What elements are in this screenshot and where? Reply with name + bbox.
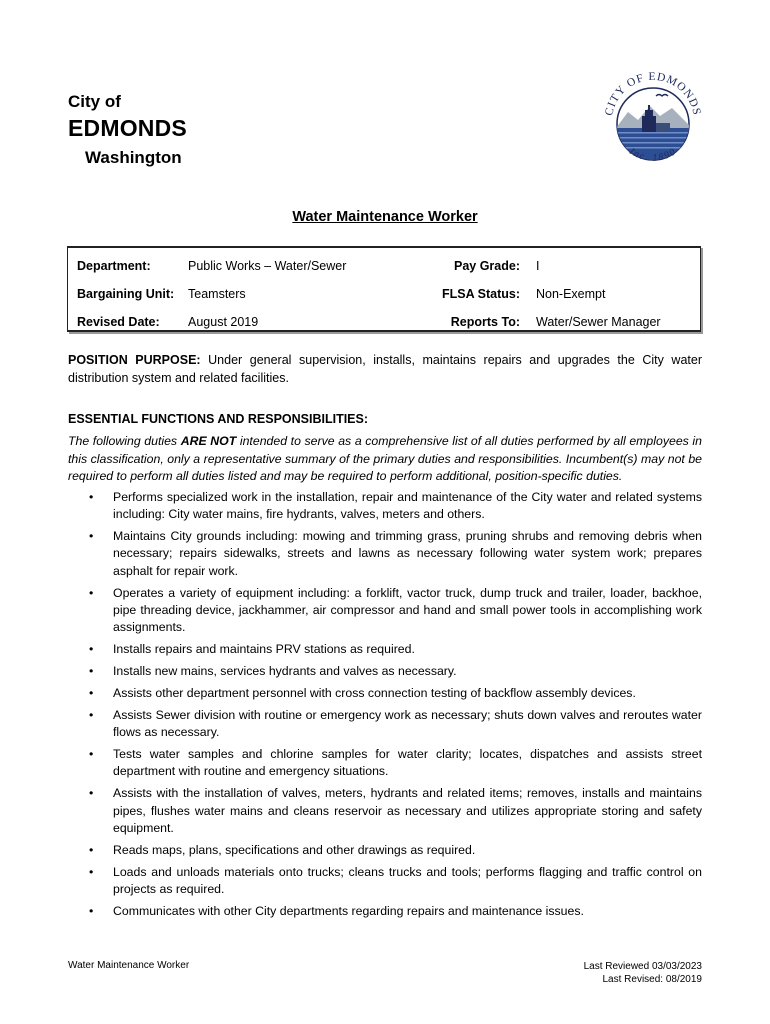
footer-last-reviewed: Last Reviewed 03/03/2023 bbox=[583, 961, 702, 972]
bullet-icon: • bbox=[89, 903, 94, 918]
intro-post: intended to serve as a comprehensive list of all duties performed by all employees in this classification, only a representative summary of the primary duties and responsibilities. Incumbent(s) may not be required to perform all duties listed and may be required to perform additional, position-specific duties. bbox=[68, 434, 702, 483]
bullet-icon: • bbox=[89, 529, 94, 544]
duty-text: Assists Sewer division with routine or emergency work as necessary; shuts down valves and reroutes water flows as necessary. bbox=[113, 707, 702, 740]
list-item bbox=[68, 685, 702, 702]
seal-arc-text: CITY OF EDMONDS bbox=[603, 70, 703, 117]
list-item bbox=[68, 842, 702, 859]
intro-pre: The following duties bbox=[68, 434, 181, 448]
duty-text: Reads maps, plans, specifications and other drawings as required. bbox=[113, 842, 476, 857]
pay-grade-value: I bbox=[536, 259, 540, 273]
bullet-icon: • bbox=[89, 864, 94, 879]
flsa-status-value: Non-Exempt bbox=[536, 287, 606, 301]
info-row-department bbox=[68, 250, 700, 278]
seal-bottom-text: Inc. 1890 bbox=[627, 146, 679, 164]
duty-text: Installs repairs and maintains PRV stations as required. bbox=[113, 642, 415, 657]
list-item bbox=[68, 785, 702, 837]
list-item bbox=[68, 746, 702, 781]
duty-text: Communicates with other City departments regarding repairs and maintenance issues. bbox=[113, 903, 584, 918]
duty-text: Assists with the installation of valves, meters, hydrants and related items; removes, installs and maintains pipes, flushes water mains and cleans reservoir as necessary and utilizes appropriate storing and safety equipment. bbox=[113, 786, 702, 835]
flsa-status-label: FLSA Status: bbox=[441, 287, 520, 301]
bullet-icon: • bbox=[89, 642, 94, 657]
footer-dates bbox=[584, 960, 702, 986]
header-city-of: City of bbox=[68, 92, 121, 111]
bullet-icon: • bbox=[89, 842, 94, 857]
job-info-table bbox=[67, 246, 701, 332]
revised-date-value: August 2019 bbox=[188, 315, 259, 329]
bullet-icon: • bbox=[89, 685, 94, 700]
header-state: Washington bbox=[85, 148, 182, 167]
city-seal-logo bbox=[598, 66, 708, 176]
bullet-icon: • bbox=[89, 664, 94, 679]
list-item bbox=[68, 528, 702, 580]
bullet-icon: • bbox=[89, 747, 94, 762]
duty-text: Tests water samples and chlorine samples for water clarity; locates, dispatches and assists street department with routine and emergency situations. bbox=[113, 747, 702, 779]
info-row-bargaining bbox=[68, 278, 700, 306]
bullet-icon: • bbox=[89, 707, 94, 722]
department-value: Public Works – Water/Sewer bbox=[188, 259, 347, 273]
reports-to-value: Water/Sewer Manager bbox=[536, 315, 661, 329]
bargaining-unit-value: Teamsters bbox=[188, 287, 246, 301]
list-item bbox=[68, 707, 702, 742]
list-item bbox=[68, 864, 702, 899]
duties-list bbox=[68, 489, 702, 925]
bullet-icon: • bbox=[89, 585, 94, 600]
duty-text: Operates a variety of equipment including: a forklift, vactor truck, dump truck and trailer, loader, backhoe, pipe threading device, jackhammer, air compressor and hand and small power tools in accomplishing work assignments. bbox=[113, 585, 702, 635]
list-item bbox=[68, 585, 702, 637]
duty-text: Assists other department personnel with cross connection testing of backflow assembly devices. bbox=[113, 685, 636, 700]
info-row-revised bbox=[68, 306, 700, 334]
list-item bbox=[68, 663, 702, 680]
essential-functions-heading: ESSENTIAL FUNCTIONS AND RESPONSIBILITIES: bbox=[68, 412, 369, 426]
position-purpose-label: POSITION PURPOSE: bbox=[68, 353, 201, 367]
revised-date-label: Revised Date: bbox=[77, 315, 160, 329]
duty-text: Loads and unloads materials onto trucks; cleans trucks and tools; performs flagging and traffic control on projects as required. bbox=[113, 864, 702, 896]
essential-functions-intro bbox=[68, 433, 702, 486]
footer-title: Water Maintenance Worker bbox=[68, 960, 190, 971]
pay-grade-label: Pay Grade: bbox=[453, 259, 520, 273]
header-city-name: EDMONDS bbox=[68, 115, 187, 141]
bargaining-unit-label: Bargaining Unit: bbox=[77, 287, 175, 301]
list-item bbox=[68, 489, 702, 524]
bullet-icon: • bbox=[89, 786, 94, 801]
duty-text: Performs specialized work in the installation, repair and maintenance of the City water and related systems including: City water mains, fire hydrants, valves, meters and others. bbox=[113, 490, 702, 522]
position-purpose-text: Under general supervision, installs, maintains repairs and upgrades the City water distribution system and related facilities. bbox=[68, 353, 702, 385]
reports-to-label: Reports To: bbox=[450, 315, 520, 329]
duty-text: Maintains City grounds including: mowing and trimming grass, pruning shrubs and removing debris when necessary; repairs sidewalks, streets and lawns as necessary following water system work; prepares asphalt for repair work. bbox=[113, 529, 702, 578]
department-label: Department: bbox=[77, 259, 151, 273]
list-item bbox=[68, 641, 702, 658]
position-purpose bbox=[68, 352, 702, 387]
bullet-icon: • bbox=[89, 490, 94, 504]
footer-last-revised: Last Revised: 08/2019 bbox=[602, 974, 702, 985]
document-title: Water Maintenance Worker bbox=[292, 209, 478, 225]
duty-text: Installs new mains, services hydrants and valves as necessary. bbox=[113, 664, 457, 679]
list-item bbox=[68, 903, 702, 920]
intro-bold: ARE NOT bbox=[180, 434, 237, 448]
